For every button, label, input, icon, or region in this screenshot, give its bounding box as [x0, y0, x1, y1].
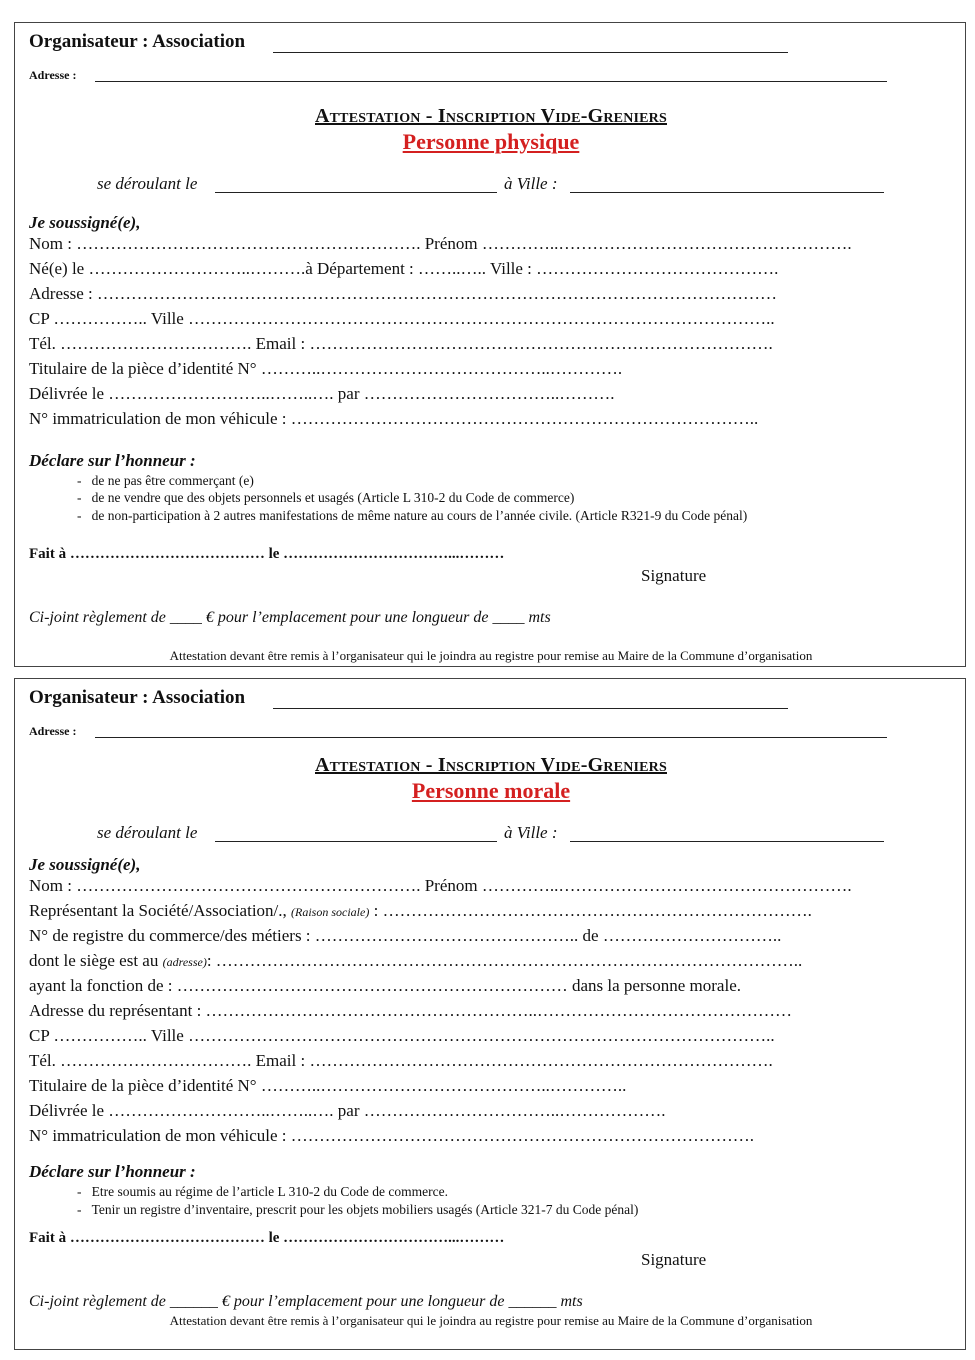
organizer-label: Organisateur : Association [29, 687, 246, 708]
declaration-item: - de ne pas être commerçant (e) [77, 473, 254, 488]
field-delivree[interactable]: Délivrée le ………………………..……..…. par ……………………………..………………. [29, 1101, 666, 1120]
signature-label: Signature [641, 566, 707, 585]
form-personne-morale [14, 678, 966, 1350]
address-label: Adresse : [29, 68, 77, 82]
soussigne-heading: Je soussigné(e), [29, 213, 141, 232]
field-adresse-representant[interactable]: Adresse du représentant : …………………………………………………..……………………………………… [29, 1001, 793, 1020]
field-adresse[interactable]: Adresse : ………………………………………………………………………………………………………… [29, 284, 777, 303]
field-piece-identite[interactable]: Titulaire de la pièce d’identité N° ………..…………………………………..…………. [29, 359, 623, 378]
declaration-item: - de non-participation à 2 autres manifestations de même nature au cours de l’année civile. (Article R321-9 du Code pénal) [77, 508, 748, 523]
fait-a-field[interactable]: Fait à ………………………………… le ……………………………...……… [29, 546, 505, 562]
footer-note: Attestation devant être remis à l’organisateur qui le joindra au registre pour remise au Maire de la Commune d’organisation [169, 1313, 813, 1328]
date-label: se déroulant le [97, 823, 198, 842]
fait-a-field[interactable]: Fait à ………………………………… le ……………………………...……… [29, 1230, 505, 1246]
field-delivree[interactable]: Délivrée le ………………………..……..…. par ……………………………..………. [29, 384, 615, 403]
organizer-name-line[interactable] [273, 52, 788, 53]
city-label: à Ville : [504, 823, 558, 842]
declare-heading: Déclare sur l’honneur : [29, 451, 196, 470]
address-line[interactable] [95, 81, 887, 82]
form-subtitle: Personne physique [402, 129, 580, 154]
field-naissance[interactable]: Né(e) le ………………………..……….à Département : ……..….. Ville : ……………………………………. [29, 259, 779, 278]
date-line[interactable] [215, 192, 497, 193]
address-line[interactable] [95, 737, 887, 738]
footer-note: Attestation devant être remis à l’organisateur qui le joindra au registre pour remise au Maire de la Commune d’organisation [169, 648, 813, 663]
form-personne-physique [14, 22, 966, 667]
field-nom[interactable]: Nom : ……………………………………………………. Prénom …………..……………………………………………. [29, 876, 852, 895]
field-siege[interactable]: dont le siège est au (adresse): ………………………………………………………………………………………….. [29, 951, 803, 970]
field-cp-ville[interactable]: CP …………….. Ville ………………………………………………………………………………………….. [29, 309, 775, 328]
reglement-line[interactable]: Ci-joint règlement de ____ € pour l’emplacement pour une longueur de ____ mts [29, 609, 551, 626]
signature-label: Signature [641, 1250, 707, 1269]
date-line[interactable] [215, 841, 497, 842]
form-title: Attestation - Inscription Vide-Greniers [315, 105, 667, 127]
city-line[interactable] [570, 841, 884, 842]
declaration-item: - Etre soumis au régime de l’article L 310-2 du Code de commerce. [77, 1184, 448, 1199]
field-piece-identite[interactable]: Titulaire de la pièce d’identité N° ………..…………………………………..………….. [29, 1076, 627, 1095]
field-tel-email[interactable]: Tél. ……………………………. Email : ………………………………………………………………………. [29, 1051, 773, 1070]
field-immatriculation[interactable]: N° immatriculation de mon véhicule : ………………………………………………………………………. [29, 1126, 754, 1145]
address-label: Adresse : [29, 724, 77, 738]
field-immatriculation[interactable]: N° immatriculation de mon véhicule : ……………………………………………………………………….. [29, 409, 759, 428]
city-label: à Ville : [504, 174, 558, 193]
declare-heading: Déclare sur l’honneur : [29, 1162, 196, 1181]
field-tel-email[interactable]: Tél. ……………………………. Email : ………………………………………………………………………. [29, 334, 773, 353]
form-title: Attestation - Inscription Vide-Greniers [315, 754, 667, 776]
field-nom[interactable]: Nom : ……………………………………………………. Prénom …………..……………………………………………. [29, 234, 852, 253]
date-label: se déroulant le [97, 174, 198, 193]
organizer-name-line[interactable] [273, 708, 788, 709]
form-subtitle: Personne morale [411, 778, 571, 803]
declaration-item: - de ne vendre que des objets personnels et usagés (Article L 310-2 du Code de commerce) [77, 490, 575, 505]
field-registre-commerce[interactable]: N° de registre du commerce/des métiers : ……………………………………….. de ………………………….. [29, 926, 782, 945]
soussigne-heading: Je soussigné(e), [29, 855, 141, 874]
declaration-item: - Tenir un registre d’inventaire, prescrit pour les objets mobiliers usagés (Article 321-7 du Code pénal) [77, 1202, 639, 1217]
field-representant[interactable]: Représentant la Société/Association/., (Raison sociale) : …………………………………………………………………. [29, 901, 812, 920]
field-fonction[interactable]: ayant la fonction de : …………………………………………………………… dans la personne morale. [29, 976, 741, 995]
city-line[interactable] [570, 192, 884, 193]
organizer-label: Organisateur : Association [29, 31, 246, 52]
field-cp-ville[interactable]: CP …………….. Ville ………………………………………………………………………………………….. [29, 1026, 775, 1045]
reglement-line[interactable]: Ci-joint règlement de ______ € pour l’emplacement pour une longueur de ______ mts [29, 1293, 583, 1310]
